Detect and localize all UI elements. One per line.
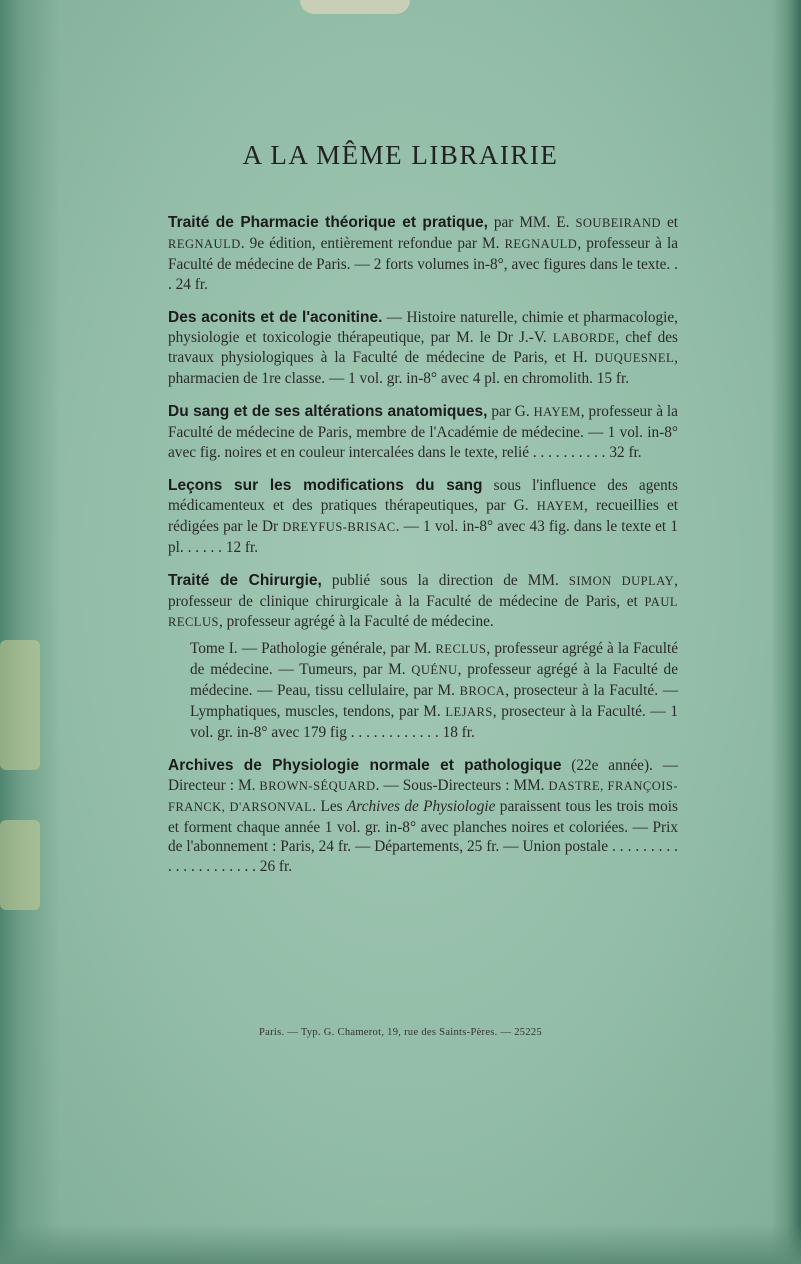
entry-price: 26 fr. (259, 858, 293, 876)
catalogue-entry-pharmacie (168, 213, 678, 295)
dot-leader: . . . . . . . . . . (532, 444, 606, 462)
entry-text: — Histoire naturelle, chimie et pharmacologie, physiologie et toxicologie thérapeutique, par M. le Dr J.-V. (168, 308, 678, 346)
author-name: SIMON DUPLAY (568, 573, 675, 588)
page-heading: A LA MÊME LIBRAIRIE (242, 140, 559, 170)
catalogue-list (168, 213, 678, 890)
entry-text: paraissent tous les trois mois et forment chaque année 1 vol. gr. in-8° avec planches noires et coloriées. — Prix de l'abonnement : Paris, 24 fr. — Départements, 25 fr. — Union postale (168, 797, 678, 856)
entry-text: , pharmacien de 1re classe. — 1 vol. gr. in-8° avec 4 pl. en chromolith. (168, 349, 678, 388)
entry-text: . — 1 vol. in-8° avec 43 fig. dans le texte et 1 pl. (168, 517, 678, 556)
paper-stain (0, 640, 40, 770)
dot-leader: . . . . . . . . . . . . (350, 723, 439, 741)
worn-bottom-edge (0, 1224, 801, 1264)
entry-text: , professeur de clinique chirurgicale à la Faculté de médecine de Paris, et (168, 571, 678, 610)
entry-title: Archives de Physiologie normale et pathologique (168, 756, 562, 774)
author-name: REGNAULD (504, 236, 578, 251)
catalogue-entry-chirurgie (168, 571, 678, 634)
author-name: SOUBEIRAND (575, 216, 661, 230)
author-name: RECLUS (435, 642, 487, 657)
author-name: PAUL RECLUS (168, 594, 678, 630)
entry-text: , professeur agrégé à la Faculté de médecine. — Tumeurs, par M. (190, 640, 678, 679)
catalogue-entry-lecons (168, 476, 678, 558)
entry-text: , prosecteur à la Faculté. — 1 vol. gr. in-8° avec 179 fig (190, 703, 678, 741)
entry-title: Traité de Pharmacie théorique et pratique, (168, 214, 488, 231)
entry-text: par MM. E. (487, 214, 576, 231)
author-name: LEJARS (445, 705, 493, 720)
catalogue-entry-sang (168, 402, 678, 463)
entry-title: Leçons sur les modifications du sang (168, 476, 483, 494)
entry-text: . 9e édition, entièrement refondue par M. (240, 234, 505, 252)
entry-text: , recueillies et rédigées par le Dr (168, 496, 678, 535)
author-name: HAYEM (533, 405, 581, 420)
entry-text: , chef des travaux physiologiques à la Faculté de médecine de Paris, et H. (168, 328, 679, 367)
author-name: BROCA (459, 684, 506, 699)
author-name: QUÉNU (411, 663, 458, 678)
torn-top-edge (300, 0, 410, 14)
entry-text: publié sous la direction de MM. (321, 571, 569, 589)
entry-text: , prosecteur à la Faculté. — Lymphatiques, muscles, tendons, par M. (190, 682, 678, 721)
worn-right-edge (771, 0, 801, 1264)
author-name: LABORDE (552, 330, 616, 345)
entry-text: . Les (312, 797, 347, 815)
entry-text: par G. (487, 403, 534, 421)
entry-text: Tome I. — Pathologie générale, par M. (190, 640, 436, 658)
entry-price: 15 fr. (596, 370, 630, 388)
entry-price: 24 fr. (175, 275, 208, 293)
printer-imprint: Paris. — Typ. G. Chamerot, 19, rue des Saints-Pères. — 25225 (258, 1027, 543, 1038)
paper-stain (0, 820, 40, 910)
author-name: DREYFUS-BRISAC (282, 519, 396, 534)
author-name: DUQUESNEL (594, 351, 675, 366)
entry-text: , professeur agrégé à la Faculté de médecine. (218, 613, 494, 631)
entry-price: 12 fr. (225, 538, 259, 556)
worn-left-edge (0, 0, 60, 1264)
entry-text: et (661, 214, 678, 231)
author-name: HAYEM (536, 498, 584, 513)
entry-title: Des aconits et de l'aconitine. (168, 308, 383, 326)
entry-text: , professeur à la Faculté de médecine de Paris. — 2 forts volumes in-8°, avec figures dans le texte. . . (168, 234, 679, 293)
dot-leader: . . . . . (187, 538, 222, 556)
catalogue-entry-archives (168, 756, 678, 877)
catalogue-entry-tome-1 (168, 639, 678, 743)
author-name: DASTRE, FRANÇOIS-FRANCK, D'ARSONVAL (168, 778, 678, 814)
entry-title: Du sang et de ses altérations anatomiques, (168, 403, 488, 421)
entry-title: Traité de Chirurgie, (168, 571, 322, 589)
entry-text: (22e année). — Directeur : M. (168, 756, 678, 794)
dot-leader: . . . . . . . . . . . . . . . . . . . . . (168, 838, 679, 876)
entry-text: , professeur agrégé à la Faculté de médecine. — Peau, tissu cellulaire, par M. (190, 661, 678, 700)
journal-title: Archives de Physiologie (346, 797, 496, 815)
entry-text: sous l'influence des agents médicamenteux et des pratiques thérapeutiques, par G. (168, 476, 678, 514)
author-name: REGNAULD (168, 236, 241, 251)
entry-text: . — Sous-Directeurs : MM. (375, 776, 549, 794)
author-name: BROWN-SÉQUARD (259, 778, 376, 793)
catalogue-entry-aconits (168, 308, 678, 390)
entry-price: 32 fr. (609, 444, 642, 462)
entry-price: 18 fr. (442, 723, 475, 741)
entry-text: , professeur à la Faculté de médecine de Paris, membre de l'Académie de médecine. — 1 vol. in-8° avec fig. noires et en couleur intercalées dans le texte, relié (168, 403, 678, 462)
